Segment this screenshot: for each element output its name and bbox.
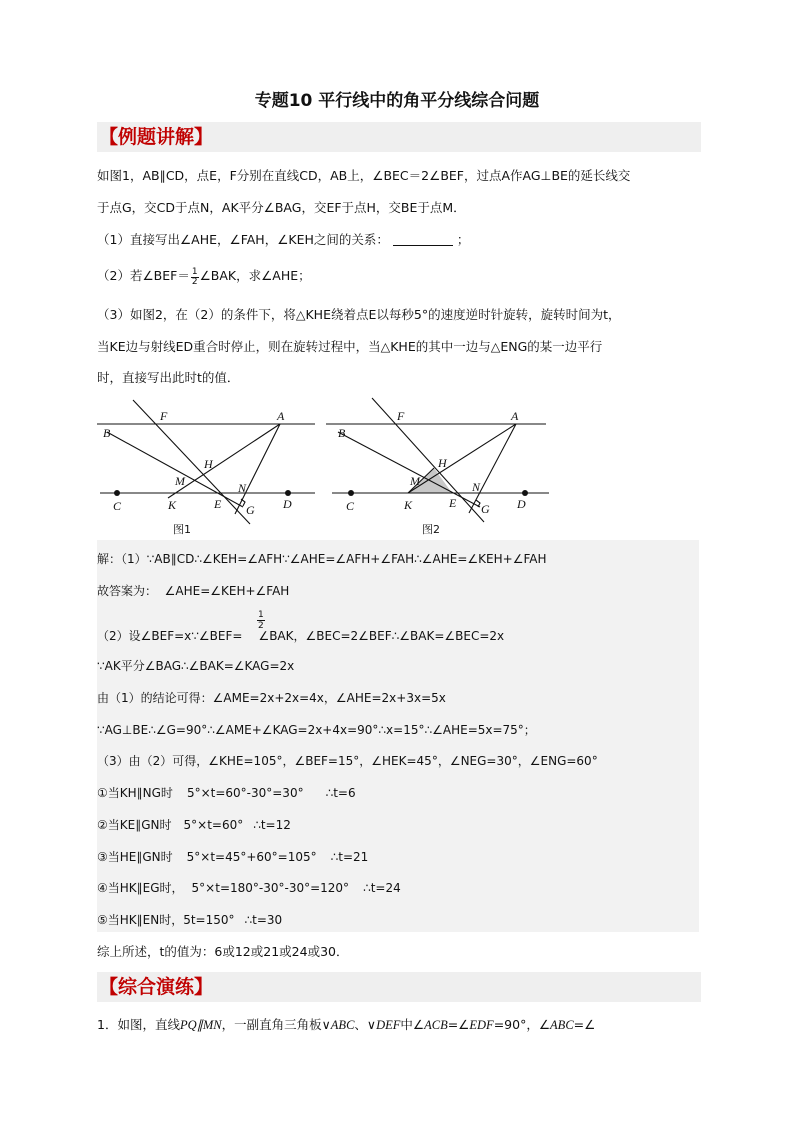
case-condition: ①当KH∥NG时 [97,786,173,800]
label-e: E [214,497,222,511]
label-b: B [103,426,111,440]
question-1-end: ； [456,232,470,247]
exercise-text: =∠ [447,1017,470,1032]
label-h: H [438,456,447,470]
exercise-math: EDF [469,1018,494,1032]
figure-2-caption: 图2 [422,523,440,536]
label-f: F [160,409,168,423]
solution-conclusion: 综上所述，t的值为：6或12或21或24或30． [97,944,349,959]
label-a: A [277,409,285,423]
exercise-math: PQ∥MN [179,1018,222,1032]
label-g: G [481,502,490,516]
question-3-line-3: 时，直接写出此时t的值． [97,370,240,385]
label-n: N [472,480,481,494]
figure-1 [95,392,320,542]
solution-line-1: 解：（1）∵AB∥CD∴∠KEH=∠AFH∵∠AHE=∠AFH+∠FAH∴∠AHE=∠KEH+∠FAH [97,552,547,566]
label-h: H [204,457,213,471]
solution-line-6: ∵AG⊥BE∴∠G=90°∴∠AME+∠KAG=2x+4x=90°∴x=15°∴∠AHE=5x=75°； [97,723,536,737]
question-2 [97,266,699,287]
case-3 [97,848,368,865]
solution-line-4: ∵AK平分∠BAG∴∠BAK=∠KAG=2x [97,659,295,673]
case-result: ∴t=21 [330,850,369,864]
solution-line-2 [97,582,289,599]
solution-line-5: 由（1）的结论可得：∠AME=2x+2x=4x，∠AHE=2x+3x=5x [97,691,446,705]
label-c: C [346,499,355,513]
label-g: G [246,503,255,517]
exercise-math: ACB [424,1018,448,1032]
solution-answer-1: 故答案为： ∠AHE=∠KEH+∠FAH [97,584,290,598]
case-1 [97,784,356,801]
label-n: N [238,481,247,495]
page-title: 专题10 平行线中的角平分线综合问题 [254,91,540,111]
exercise-text: 、∨ [354,1017,377,1032]
question-1-text: （1）直接写出∠AHE，∠FAH，∠KEH之间的关系： [97,232,389,247]
question-2-pre: （2）若∠BEF＝ [97,268,190,283]
exercise-math: DEF [376,1018,401,1032]
problem-line-2: 于点G，交CD于点N，AK平分∠BAG，交EF于点H，交BE于点M． [97,200,466,215]
fraction-numerator: 1 [258,610,264,620]
answer-blank [393,233,453,246]
question-1 [97,230,699,250]
case-4 [97,879,401,896]
fraction-denominator: 2 [191,277,198,287]
fraction [191,268,199,287]
section-heading-examples: 【例题讲解】 [97,122,701,152]
label-e: E [449,496,457,510]
exercise-text: =∠ [573,1017,596,1032]
solution-line-3-post: ∠BAK，∠BEC=2∠BEF∴∠BAK=∠BEC=2x [258,629,505,643]
solution-line-3 [97,627,504,644]
case-result: ∴t=24 [363,881,401,895]
solution-line-3-pre: （2）设∠BEF=x∵∠BEF= [97,629,243,643]
exercise-1 [97,1015,702,1035]
label-m: M [410,474,420,488]
exercise-text: ，一副直角三角板∨ [221,1017,331,1032]
fraction-numerator: 1 [191,267,198,277]
label-c: C [113,499,122,513]
case-equation: 5°×t=180°-30°-30°=120° [191,881,350,895]
exercise-text: 中∠ [400,1017,425,1032]
case-result: ∴t=6 [325,786,356,800]
case-condition: ②当KE∥GN时 [97,818,172,832]
label-f: F [397,409,405,423]
problem-line-1: 如图1，AB∥CD，点E，F分别在直线CD，AB上，∠BEC＝2∠BEF，过点A作AG⊥BE的延长线交 [97,168,631,183]
label-b: B [338,426,346,440]
exercise-text: 1．如图，直线 [97,1017,180,1032]
case-2 [97,816,291,833]
exercise-text: =90°，∠ [493,1017,551,1032]
label-a: A [511,409,519,423]
section-heading-exercises: 【综合演练】 [97,972,701,1002]
case-condition: ③当HE∥GN时 [97,850,173,864]
figure-1-caption: 图1 [173,523,191,536]
figure-2 [324,392,554,542]
case-result: ∴t=12 [253,818,291,832]
case-equation: 5°×t=45°+60°=105° [186,850,317,864]
label-d: D [517,497,526,511]
label-d: D [283,497,292,511]
label-k: K [404,498,413,512]
case-condition: ⑤当HK∥EN时，5t=150° [97,913,235,927]
case-equation: 5°×t=60°-30°=30° [186,786,304,800]
label-k: K [168,498,177,512]
case-equation: 5°×t=60° [183,818,244,832]
case-condition: ④当HK∥EG时， [97,881,184,895]
exercise-math: ABC [550,1018,574,1032]
case-result: ∴t=30 [244,913,283,927]
question-2-post: ∠BAK，求∠AHE； [199,268,311,283]
question-3-line-2: 当KE边与射线ED重合时停止，则在旋转过程中，当△KHE的其中一边与△ENG的某一边平行 [97,339,603,354]
case-5 [97,911,282,928]
label-m: M [175,474,185,488]
exercise-math: ABC [330,1018,355,1032]
solution-line-7: （3）由（2）可得，∠KHE=105°，∠BEF=15°，∠HEK=45°，∠NEG=30°，∠ENG=60° [97,754,598,768]
question-3-line-1: （3）如图2，在（2）的条件下，将△KHE绕着点E以每秒5°的速度逆时针旋转，旋转时间为t， [97,307,621,322]
fraction-denominator: 2 [258,621,264,631]
